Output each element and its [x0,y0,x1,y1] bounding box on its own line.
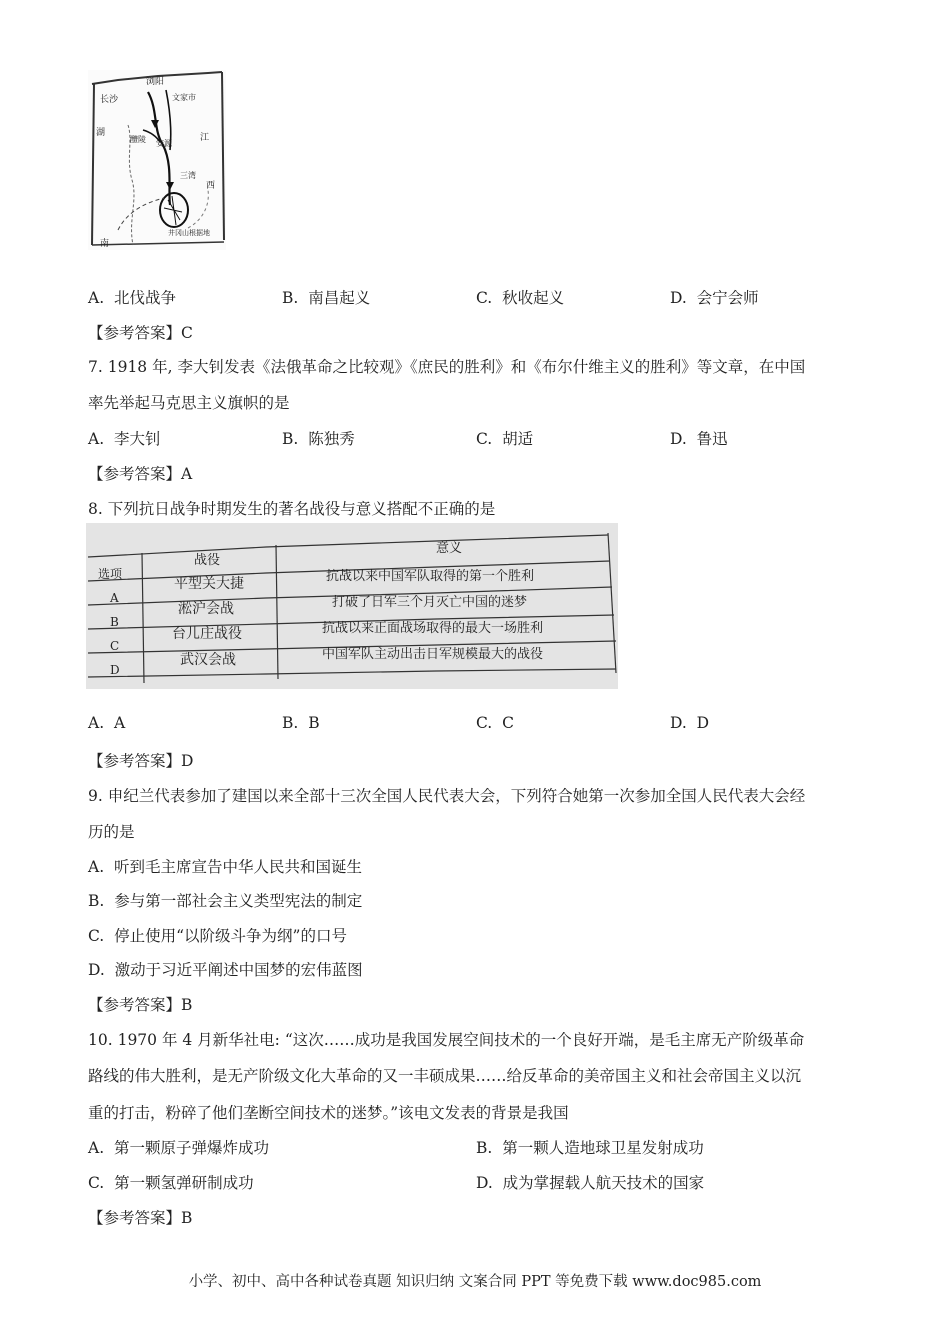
option-letter: A. [88,430,105,448]
q6-option-d[interactable] [670,286,759,308]
option-text: B [308,714,320,732]
q10-answer: 【参考答案】B [88,1209,193,1227]
map-label-liuyang: 浏阳 [146,77,165,87]
option-text: 南昌起义 [308,289,371,307]
table-header-option: 选项 [98,567,123,581]
q7-option-d[interactable] [670,427,728,449]
option-letter: A. [88,858,105,876]
option-text: D [696,714,710,732]
option-letter: B. [476,1139,493,1157]
option-text: 停止使用“以阶级斗争为纲”的口号 [114,927,347,945]
q8-answer: 【参考答案】D [88,752,194,770]
option-text: C [502,714,514,732]
table-row-d-option: D [110,663,120,677]
option-text: 会宁会师 [696,289,759,307]
option-letter: B. [88,892,105,910]
option-letter: C. [88,1174,105,1192]
q7-answer: 【参考答案】A [88,465,193,483]
table-row-c-meaning: 抗战以来正面战场取得的最大一场胜利 [322,621,544,636]
map-label-jiang: 江 [200,133,210,143]
option-letter: D. [670,289,687,307]
option-letter: C. [476,289,493,307]
q10-stem-line1: 10. 1970 年 4 月新华社电: “这次……成功是我国发展空间技术的一个良好开端，是毛主席无产阶级革命 [88,1031,805,1049]
option-text: 激动于习近平阐述中国梦的宏伟蓝图 [114,961,363,979]
table-row-a-battle: 平型关大捷 [174,576,244,592]
option-text: 陈独秀 [308,430,355,448]
q7-option-b[interactable] [282,427,355,449]
option-text: 第一颗原子弹爆炸成功 [113,1139,269,1157]
q6-option-b[interactable] [282,286,370,308]
option-letter: D. [670,714,687,732]
option-letter: D. [88,961,105,979]
option-letter: A. [88,714,105,732]
table-row-b-meaning: 打破了日军三个月灭亡中国的迷梦 [332,595,528,610]
option-text: 成为掌握载人航天技术的国家 [502,1174,705,1192]
q6-option-a[interactable] [88,286,176,308]
option-letter: C. [476,430,493,448]
option-text: 鲁迅 [696,430,728,448]
map-label-hu: 湖 [96,128,106,138]
route-map-image [88,70,226,250]
map-label-changsha: 长沙 [100,95,119,105]
battle-table-image [86,523,618,689]
option-letter: B. [282,430,299,448]
option-letter: B. [282,289,299,307]
q9-option-c[interactable] [88,924,347,946]
q7-option-c[interactable] [476,427,533,449]
q6-option-c[interactable] [476,286,564,308]
table-row-c-option: C [110,639,120,653]
table-row-a-option: A [110,591,119,605]
option-letter: B. [282,714,299,732]
option-letter: C. [88,927,105,945]
map-label-wenjiashi: 文家市 [172,93,196,102]
option-letter: D. [476,1174,493,1192]
table-row-a-meaning: 抗战以来中国军队取得的第一个胜利 [326,569,535,584]
q8-option-a[interactable] [88,714,125,732]
option-text: 听到毛主席宣告中华人民共和国诞生 [113,858,362,876]
footer-text: 小学、初中、高中各种试卷真题 知识归纳 文案合同 PPT 等免费下载 www.doc985.com [188,1274,762,1290]
map-label-xi: 西 [206,181,216,191]
q10-stem-line2: 路线的伟大胜利，是无产阶级文化大革命的又一丰硕成果……给反革命的美帝国主义和社会帝国主义以沉 [88,1067,802,1085]
option-text: 参与第一部社会主义类型宪法的制定 [114,892,363,910]
option-text: 胡适 [502,430,534,448]
option-text: 北伐战争 [113,289,176,307]
option-letter: C. [476,714,493,732]
map-label-liling: 醴陵 [130,135,146,144]
table-row-d-meaning: 中国军队主动出击日军规模最大的战役 [322,647,544,662]
table-row-c-battle: 台儿庄战役 [172,626,242,642]
q7-stem-line2: 率先举起马克思主义旗帜的是 [88,394,290,412]
table-header-battle: 战役 [194,553,221,568]
q10-option-b[interactable] [476,1136,704,1158]
q9-stem-line1: 9. 申纪兰代表参加了建国以来全部十三次全国人民代表大会，下列符合她第一次参加全国人民代表大会经 [88,787,806,805]
q10-option-d[interactable] [476,1171,704,1193]
q9-answer: 【参考答案】B [88,996,193,1014]
q9-option-d[interactable] [88,958,363,980]
option-letter: A. [88,289,105,307]
q10-option-a[interactable] [88,1136,269,1158]
q9-stem-line2: 历的是 [88,823,135,841]
table-header-meaning: 意义 [436,541,463,556]
q10-option-c[interactable] [88,1171,254,1193]
table-row-b-option: B [110,615,119,629]
q9-option-a[interactable] [88,855,362,877]
option-text: 第一颗人造地球卫星发射成功 [502,1139,704,1157]
q8-option-d[interactable] [670,714,709,732]
option-letter: D. [670,430,687,448]
option-text: 李大钊 [113,430,161,448]
map-label-anyuan: 安源 [156,139,172,148]
q8-option-b[interactable] [282,714,320,732]
q7-option-a[interactable] [88,427,161,449]
map-label-sanwan: 三湾 [180,171,196,180]
q10-stem-line3: 重的打击，粉碎了他们垄断空间技术的迷梦。”该电文发表的背景是我国 [88,1104,569,1122]
q8-stem: 8. 下列抗日战争时期发生的著名战役与意义搭配不正确的是 [88,500,496,518]
option-text: 秋收起义 [502,289,565,307]
table-row-b-battle: 淞沪会战 [178,601,234,617]
option-letter: A. [88,1139,105,1157]
option-text: 第一颗氢弹研制成功 [114,1174,254,1192]
q7-stem-line1: 7. 1918 年, 李大钊发表《法俄革命之比较观》《庶民的胜利》和《布尔什维主义的胜利》等文章，在中国 [88,358,806,376]
q6-answer: 【参考答案】C [88,324,193,342]
map-label-nan: 南 [100,239,110,249]
q9-option-b[interactable] [88,889,362,911]
table-row-d-battle: 武汉会战 [180,652,236,668]
option-text: A [113,714,126,732]
q8-option-c[interactable] [476,714,514,732]
map-label-jinggangshan: 井冈山根据地 [168,229,210,237]
